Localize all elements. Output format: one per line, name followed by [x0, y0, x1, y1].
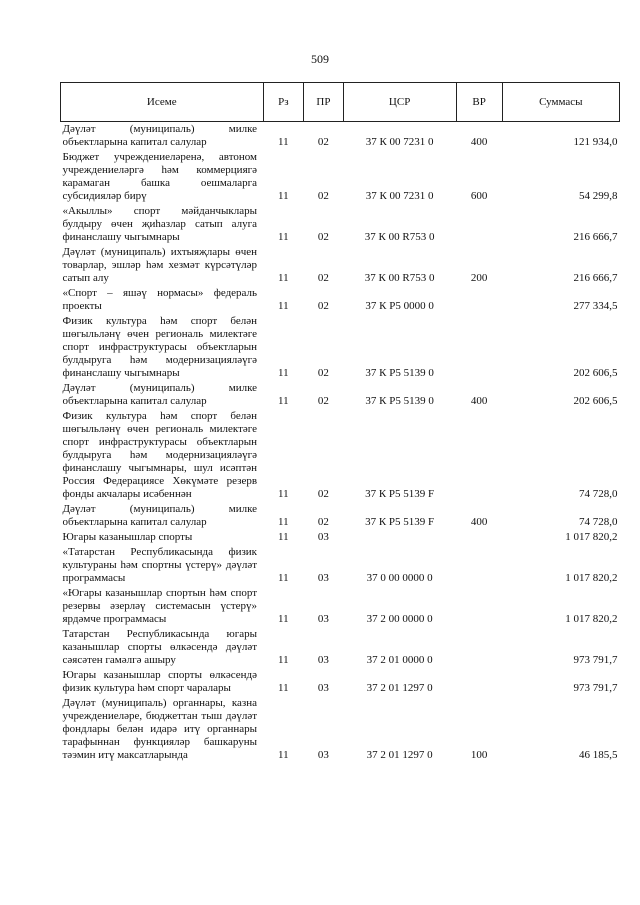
table-row [61, 696, 620, 763]
cell-vr: 400 [470, 516, 488, 528]
cell-csr: 37 К Р5 5139 F [365, 516, 435, 528]
cell-rz: 11 [278, 488, 289, 500]
cell-sum: 74 728,0 [579, 516, 618, 528]
table-row [61, 314, 620, 381]
cell-pr: 03 [317, 749, 329, 761]
cell-vr: 400 [470, 136, 488, 148]
cell-vr [456, 314, 502, 381]
cell-rz: 11 [278, 682, 289, 694]
cell-csr: 37 К 00 R753 0 [364, 272, 435, 284]
cell-csr: 37 К Р5 5139 F [365, 488, 435, 500]
table-row [61, 204, 620, 245]
cell-rz: 11 [278, 613, 289, 625]
table-row [61, 122, 620, 151]
cell-rz: 11 [278, 231, 289, 243]
cell-pr: 02 [317, 190, 329, 202]
table-row [61, 627, 620, 668]
cell-rz: 11 [278, 654, 289, 666]
cell-rz: 11 [278, 367, 289, 379]
cell-rz: 11 [278, 300, 289, 312]
cell-rz: 11 [278, 190, 289, 202]
cell-name: Югары казанышлар спорты өлкәсендә физик культура һәм спорт чаралары [62, 669, 258, 694]
cell-name: Югары казанышлар спорты [62, 531, 193, 543]
cell-sum: 277 334,5 [573, 300, 618, 312]
cell-name: Дәүләт (муниципаль) ихтыяҗлары өчен товарлар, эшләр һәм хезмәт күрсәтүләр сатып алу [62, 246, 258, 284]
table-row [61, 502, 620, 530]
table-row [61, 381, 620, 409]
cell-sum: 216 666,7 [573, 231, 618, 243]
table-row [61, 530, 620, 545]
table-row [61, 150, 620, 204]
header-rz: Рз [263, 83, 304, 122]
cell-vr [456, 409, 502, 502]
cell-name: «Акыллы» спорт мәйданчыклары булдыру өчен җиһазлар сатып алуга финанслашу чыгымнары [62, 205, 258, 243]
cell-pr: 02 [317, 395, 329, 407]
cell-name: Физик культура һәм спорт белән шөгыльләнү өчен региональ милектәге спорт инфраструктурасы объектларын булдыруга һәм модернизацияләүгә финанслашу чыгымнары, шул исәптән Россия Федерациясе Хөкүмәте резерв фонды акчалары исәбеннән [62, 410, 258, 500]
cell-csr: 37 0 00 0000 0 [366, 572, 433, 584]
cell-name: «Югары казанышлар спортын һәм спорт резервы әзерләү системасын үстерү» ярдәмче программасы [62, 587, 258, 625]
cell-csr: 37 2 01 1297 0 [366, 682, 433, 694]
cell-sum: 973 791,7 [573, 654, 618, 666]
cell-csr: 37 2 01 0000 0 [366, 654, 433, 666]
page-number: 509 [311, 52, 329, 66]
cell-rz: 11 [278, 531, 289, 543]
cell-pr: 02 [317, 231, 329, 243]
table-header-row [61, 83, 620, 122]
cell-sum: 216 666,7 [573, 272, 618, 284]
cell-sum: 54 299,8 [579, 190, 618, 202]
cell-rz: 11 [278, 749, 289, 761]
table-row [61, 245, 620, 286]
cell-name: «Татарстан Республикасында физик культураны һәм спортны үстерү» дәүләт программасы [62, 546, 258, 584]
cell-name: Физик культура һәм спорт белән шөгыльләнү өчен региональ милектәге спорт инфраструктурасы объектларын булдыруга һәм модернизацияләүгә финанслашу чыгымнары [62, 315, 258, 379]
cell-csr: 37 К Р5 0000 0 [365, 300, 434, 312]
cell-pr: 02 [317, 367, 329, 379]
header-csr: ЦСР [343, 83, 456, 122]
cell-pr: 02 [317, 488, 329, 500]
table-row [61, 586, 620, 627]
cell-name: Дәүләт (муниципаль) милке объектларына капитал салулар [62, 382, 258, 407]
cell-csr: 37 К Р5 5139 0 [365, 395, 434, 407]
cell-sum: 1 017 820,2 [565, 613, 618, 625]
cell-vr [456, 668, 502, 696]
cell-name: Бюджет учреждениеләренә, автоном учреждениеләргә һәм коммерциягә карамаган башка оешмаларга субсидияләр бирү [62, 151, 258, 202]
cell-pr: 02 [317, 516, 329, 528]
cell-csr: 37 К Р5 5139 0 [365, 367, 434, 379]
cell-vr: 600 [470, 190, 488, 202]
cell-rz: 11 [278, 516, 289, 528]
cell-sum: 973 791,7 [573, 682, 618, 694]
cell-vr [456, 286, 502, 314]
cell-rz: 11 [278, 572, 289, 584]
cell-rz: 11 [278, 395, 289, 407]
cell-pr: 02 [317, 300, 329, 312]
cell-rz: 11 [278, 272, 289, 284]
cell-pr: 03 [317, 572, 329, 584]
cell-vr [456, 627, 502, 668]
table-row [61, 545, 620, 586]
table-row [61, 668, 620, 696]
header-name: Исеме [61, 83, 264, 122]
table-row [61, 409, 620, 502]
cell-csr: 37 К 00 7231 0 [365, 190, 434, 202]
budget-table [60, 82, 620, 763]
cell-sum: 1 017 820,2 [565, 531, 618, 543]
cell-name: Дәүләт (муниципаль) милке объектларына капитал салулар [62, 123, 258, 148]
cell-csr: 37 К 00 7231 0 [365, 136, 434, 148]
header-pr: ПР [304, 83, 344, 122]
cell-rz: 11 [278, 136, 289, 148]
cell-sum: 46 185,5 [579, 749, 618, 761]
cell-pr: 03 [317, 531, 329, 543]
cell-vr [456, 586, 502, 627]
table-row [61, 286, 620, 314]
cell-pr: 02 [317, 136, 329, 148]
cell-name: Татарстан Республикасында югары казанышлар спорты өлкәсендә дәүләт сәясәтен гамәлгә ашыру [62, 628, 258, 666]
cell-name: Дәүләт (муниципаль) милке объектларына капитал салулар [62, 503, 258, 528]
cell-name: «Спорт – яшәү нормасы» федераль проекты [62, 287, 258, 312]
cell-sum: 202 606,5 [573, 395, 618, 407]
header-sum: Суммасы [502, 83, 619, 122]
header-vr: ВР [456, 83, 502, 122]
cell-sum: 1 017 820,2 [565, 572, 618, 584]
cell-sum: 74 728,0 [579, 488, 618, 500]
cell-pr: 03 [317, 613, 329, 625]
cell-vr [456, 530, 502, 545]
cell-vr: 400 [470, 395, 488, 407]
cell-csr [343, 530, 456, 545]
cell-pr: 03 [317, 682, 329, 694]
cell-vr: 100 [470, 749, 488, 761]
cell-vr: 200 [470, 272, 488, 284]
cell-sum: 202 606,5 [573, 367, 618, 379]
table-body [61, 122, 620, 764]
cell-pr: 02 [317, 272, 329, 284]
cell-vr [456, 204, 502, 245]
cell-csr: 37 2 00 0000 0 [366, 613, 433, 625]
cell-vr [456, 545, 502, 586]
cell-sum: 121 934,0 [573, 136, 618, 148]
cell-pr: 03 [317, 654, 329, 666]
cell-csr: 37 2 01 1297 0 [366, 749, 433, 761]
cell-name: Дәүләт (муниципаль) органнары, казна учреждениеләре, бюджеттан тыш дәүләт фондлары белән идарә итү органнары тарафыннан функцияләр башкаруны тәэмин итү максатларында [62, 697, 258, 761]
cell-csr: 37 К 00 R753 0 [364, 231, 435, 243]
